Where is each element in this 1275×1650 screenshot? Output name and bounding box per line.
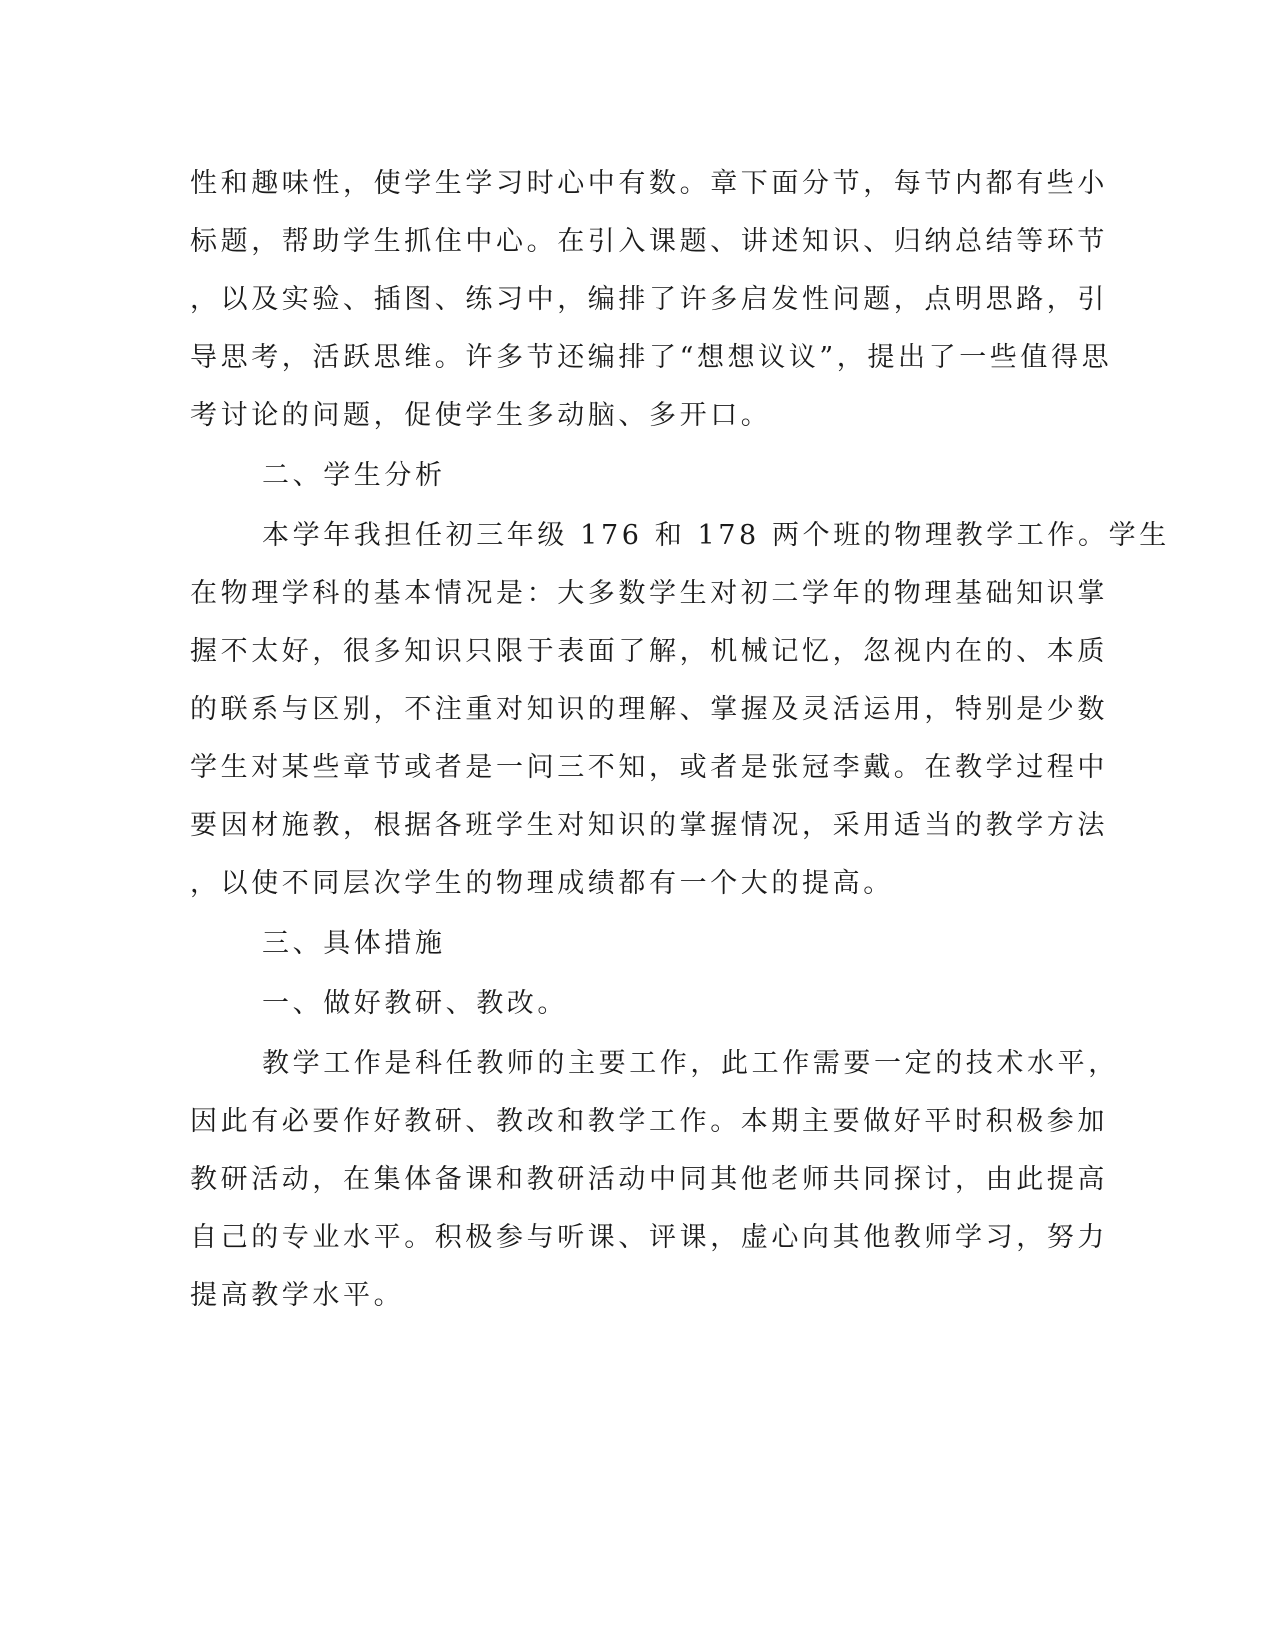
section-heading: 二、学生分析 [262, 460, 446, 491]
paragraph-line: 在物理学科的基本情况是：大多数学生对初二学年的物理基础知识掌 [190, 578, 1108, 609]
paragraph-line: 标题，帮助学生抓住中心。在引入课题、讲述知识、归纳总结等环节 [190, 226, 1108, 257]
paragraph-line: 要因材施教，根据各班学生对知识的掌握情况，采用适当的教学方法 [190, 810, 1108, 841]
paragraph-line: 提高教学水平。 [190, 1280, 405, 1311]
paragraph-line: 本学年我担任初三年级 176 和 178 两个班的物理教学工作。学生 [262, 520, 1170, 551]
paragraph-line: 考讨论的问题，促使学生多动脑、多开口。 [190, 400, 772, 431]
paragraph-line: 的联系与区别，不注重对知识的理解、掌握及灵活运用，特别是少数 [190, 694, 1108, 725]
paragraph-line: 教学工作是科任教师的主要工作，此工作需要一定的技术水平， [262, 1048, 1119, 1079]
paragraph-line: 教研活动，在集体备课和教研活动中同其他老师共同探讨，由此提高 [190, 1164, 1108, 1195]
paragraph-line: 握不太好，很多知识只限于表面了解，机械记忆，忽视内在的、本质 [190, 636, 1108, 667]
subsection-heading: 一、做好教研、教改。 [262, 988, 568, 1019]
section-heading: 三、具体措施 [262, 928, 446, 959]
paragraph-line: 学生对某些章节或者是一问三不知，或者是张冠李戴。在教学过程中 [190, 752, 1108, 783]
paragraph-line: 性和趣味性，使学生学习时心中有数。章下面分节，每节内都有些小 [190, 168, 1108, 199]
paragraph-line: 自己的专业水平。积极参与听课、评课，虚心向其他教师学习，努力 [190, 1222, 1108, 1253]
paragraph-line: ，以使不同层次学生的物理成绩都有一个大的提高。 [190, 868, 894, 899]
paragraph-line: 因此有必要作好教研、教改和教学工作。本期主要做好平时积极参加 [190, 1106, 1108, 1137]
paragraph-line: 导思考，活跃思维。许多节还编排了“想想议议”，提出了一些值得思 [190, 342, 1113, 373]
paragraph-line: ，以及实验、插图、练习中，编排了许多启发性问题，点明思路，引 [190, 284, 1108, 315]
